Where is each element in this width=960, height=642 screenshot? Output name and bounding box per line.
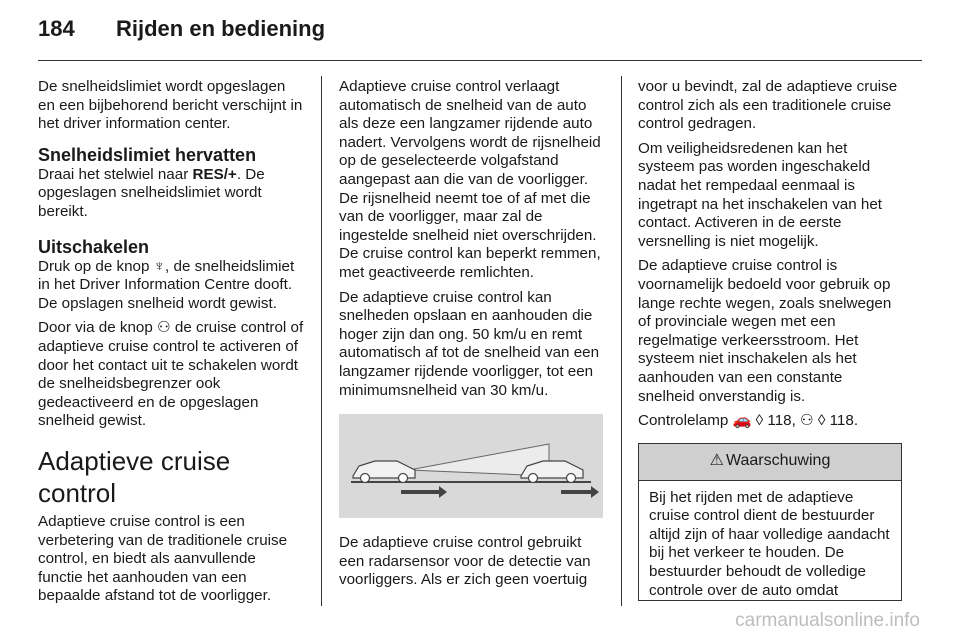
acc-no-vehicle-text: voor u bevindt, zal de adaptieve cruise control zich als een traditionele cruise control gedragen. xyxy=(638,78,898,133)
header-rule xyxy=(38,60,922,61)
heading-adaptive-cruise-control: Adaptieve cruise control xyxy=(38,445,231,508)
indicator-reference-text: Controlelamp 🚗 ◊ 118, ⚇ ◊ 118. xyxy=(638,412,859,430)
column-1 xyxy=(38,78,304,612)
page-number: 184 xyxy=(38,16,75,41)
radar-diagram-icon xyxy=(339,414,603,518)
acc-speed-reduction-text: Adaptieve cruise control verlaagt automatisch de snelheid van de auto als deze een langzamer rijdende auto nadert. Vervolgens wordt de rijsnelheid op de geselecteerde volgafstand aangepast aan die van de voorligger. De rijsnelheid neemt toe of af met die van de voorligger, maar zal de ingestelde snelheid niet overschrijden. De cruise control kan beperkt remmen, met geactiveerde remlichten. xyxy=(339,78,601,281)
column-2 xyxy=(339,78,603,596)
heading-resume: Snelheidslimiet hervatten xyxy=(38,144,257,165)
direction-arrow-icon-2 xyxy=(561,486,599,498)
direction-arrow-icon xyxy=(401,486,447,498)
page-title: Rijden en bediening xyxy=(116,16,326,41)
acc-speed-range-text: De adaptieve cruise control kan snelheden opslaan en aanhouden die hoger zijn dan ong. 50 km/u en remt automatisch af tot de snelheid van een langzamer rijdende voorligger, tot een minimumsnelheid van 30 km/u. xyxy=(339,288,600,399)
switch-off-text-2: Door via de knop ⚇ de cruise control of adaptieve cruise control te activeren of door het contact uit te schakelen wordt de snelheidsbegrenzer ook gedeactiveerd en de opgeslagen snelheid gewist. xyxy=(38,319,304,430)
warning-box xyxy=(638,443,902,602)
warning-title: Waarschuwing xyxy=(726,452,831,470)
acc-radar-text: De adaptieve cruise control gebruikt een radarsensor voor de detectie van voorliggers. Als er zich geen voertuig xyxy=(339,534,591,589)
page-header xyxy=(38,16,325,46)
own-car-icon xyxy=(353,461,415,483)
column-divider-1 xyxy=(321,76,322,606)
speed-limit-stored-text: De snelheidslimiet wordt opgeslagen en een bijbehorend bericht verschijnt in het driver information center. xyxy=(38,78,303,133)
acc-safety-text: Om veiligheidsredenen kan het systeem pas worden ingeschakeld nadat het rempedaal eenmaal is ingetrapt na het inschakelen van het contact. Activeren in de eerste versnelling is niet mogelijk. xyxy=(638,139,883,250)
warning-body: Bij het rijden met de adaptieve cruise control dient de bestuurder altijd zijn of haar volledige aandacht bij het verkeer te houden. De bestuurder behoudt de volledige controle over de auto omdat xyxy=(649,488,890,599)
switch-off-text-1: Druk op de knop ♆, de snelheidslimiet in het Driver Information Centre dooft. De opslagen snelheid wordt gewist. xyxy=(38,257,295,312)
column-3 xyxy=(638,78,902,601)
heading-switch-off: Uitschakelen xyxy=(38,236,150,257)
acc-intro-text: Adaptieve cruise control is een verbetering van de traditionele cruise control, en biedt als aanvullende functie het aanhouden van een bepaalde afstand tot de voorligger. xyxy=(38,512,288,605)
acc-usage-text: De adaptieve cruise control is voornamelijk bedoeld voor gebruik op lange rechte wegen, zoals snelwegen of provinciale wegen met een regelmatige verkeersstroom. Het systeem niet inschakelen als het aanhouden van een constante snelheid onverstandig is. xyxy=(638,257,892,405)
column-divider-2 xyxy=(621,76,622,606)
watermark: carmanualsonline.info xyxy=(735,610,920,631)
warning-header xyxy=(639,444,901,481)
radar-illustration xyxy=(339,414,603,518)
warning-triangle-icon: ⚠ xyxy=(709,452,724,470)
res-key-label: RES/+ xyxy=(192,165,237,183)
resume-text: Draai het stelwiel naar RES/+. De opgeslagen snelheidslimiet wordt bereikt. xyxy=(38,165,265,220)
